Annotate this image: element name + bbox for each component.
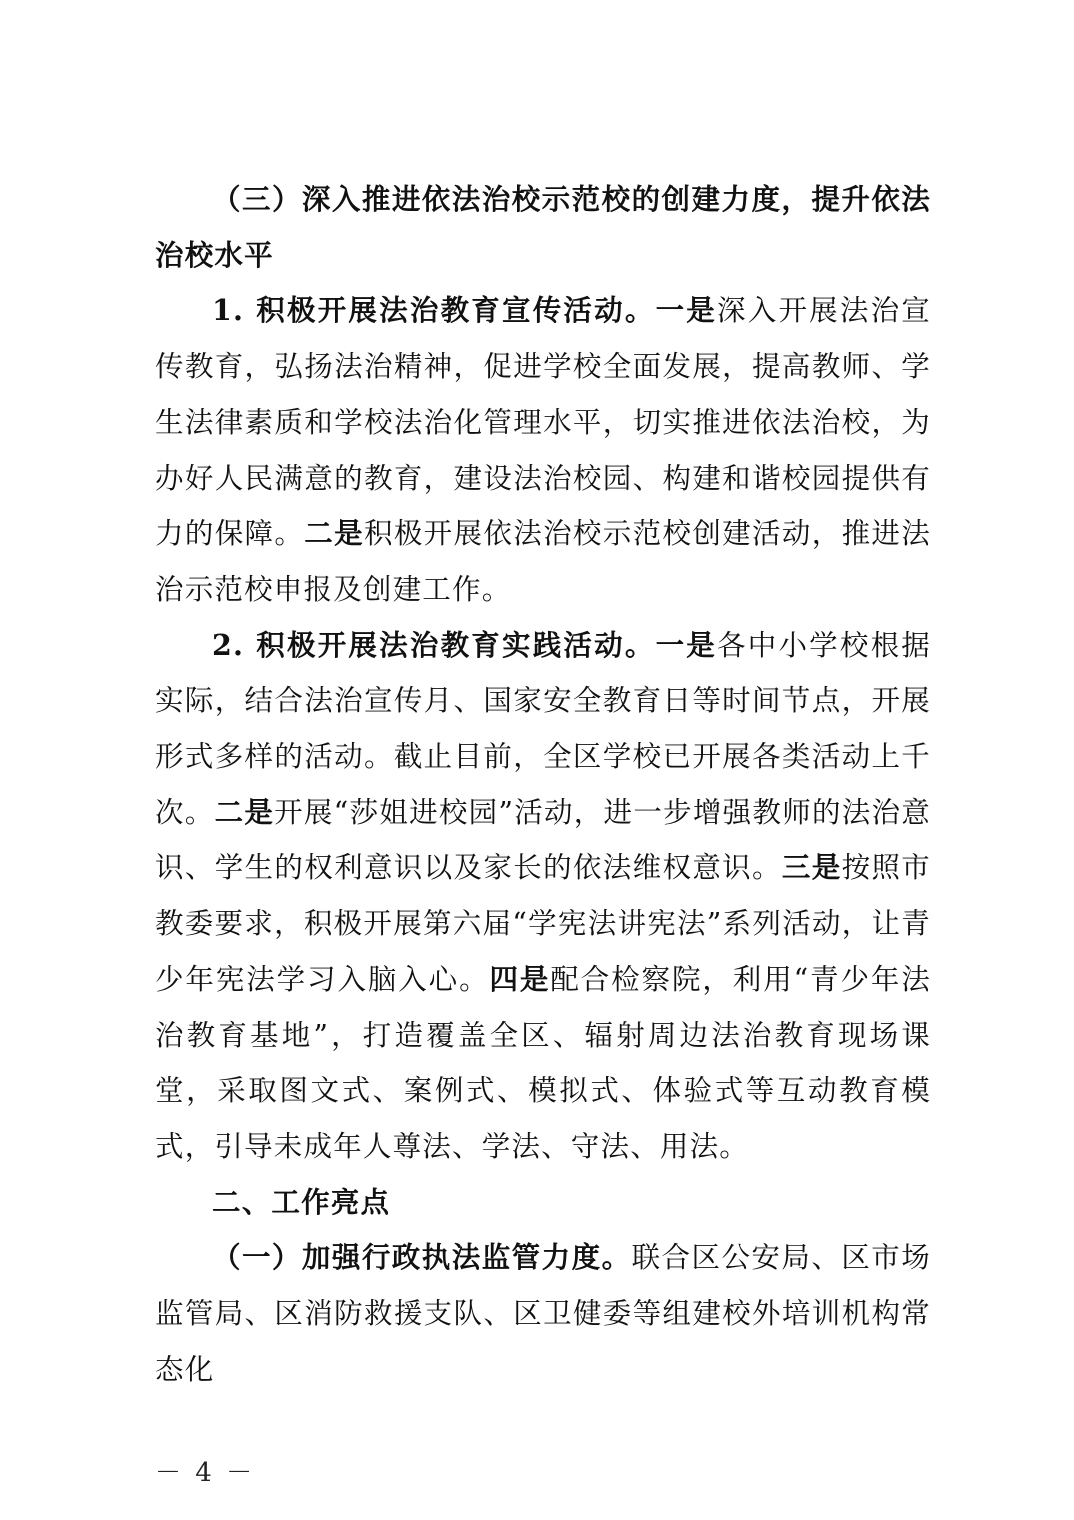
paragraph-3-text: 联合区公安局、区市场监管局、区消防救援支队、区卫健委等组建校外培训机构常态化 [155,1241,931,1386]
paragraph-2-point-3-text: 按照市教委要求，积极开展第六届“学宪法讲宪法”系列活动，让青少年宪法学习入脑入心。 [155,851,931,996]
paragraph-1-point-2-text: 积极开展依法治校示范校创建活动，推进法治示范校申报及创建工作。 [155,517,931,606]
document-body [155,172,931,1397]
paragraph-2-point-2-marker: 二是 [214,794,275,829]
paragraph-1-point-1-text: 深入开展法治宣传教育，弘扬法治精神，促进学校全面发展，提高教师、学生法律素质和学校法治化管理水平，切实推进依法治校，为办好人民满意的教育，建设法治校园、构建和谐校园提供有力的保障。 [155,294,931,551]
paragraph-1 [155,283,931,617]
paragraph-2 [155,618,931,1175]
paragraph-2-point-4-text: 配合检察院，利用“青少年法治教育基地”，打造覆盖全区、辐射周边法治教育现场课堂，采取图文式、案例式、模拟式、体验式等互动教育模式，引导未成年人尊法、学法、守法、用法。 [155,962,932,1163]
paragraph-3 [155,1230,931,1397]
section-heading-highlights [155,1175,931,1231]
section-heading-3 [155,172,931,283]
paragraph-2-point-3-marker: 三是 [781,850,842,885]
paragraph-1-point-1-marker: 一是 [655,293,718,328]
paragraph-2-point-1-marker: 一是 [655,627,718,662]
page-number: － 4 － [155,1458,256,1488]
paragraph-1-point-2-marker: 二是 [304,516,364,551]
paragraph-1-lead: 1. 积极开展法治教育宣传活动。 [212,293,656,328]
section-heading-3-text: （三）深入推进依法治校示范校的创建力度，提升依法治校水平 [155,182,931,272]
paragraph-2-point-2-text: 开展“莎姐进校园”活动，进一步增强教师的法治意识、学生的权利意识以及家长的依法维权意识。 [155,795,932,885]
paragraph-2-point-4-marker: 四是 [489,961,551,996]
paragraph-2-point-1-text: 各中小学校根据实际，结合法治宣传月、国家安全教育日等时间节点，开展形式多样的活动。截止目前，全区学校已开展各类活动上千次。 [155,628,931,829]
paragraph-3-lead: （一）加强行政执法监管力度。 [212,1240,632,1275]
paragraph-2-lead: 2. 积极开展法治教育实践活动。 [212,627,656,662]
section-heading-highlights-text: 二、工作亮点 [212,1184,391,1219]
